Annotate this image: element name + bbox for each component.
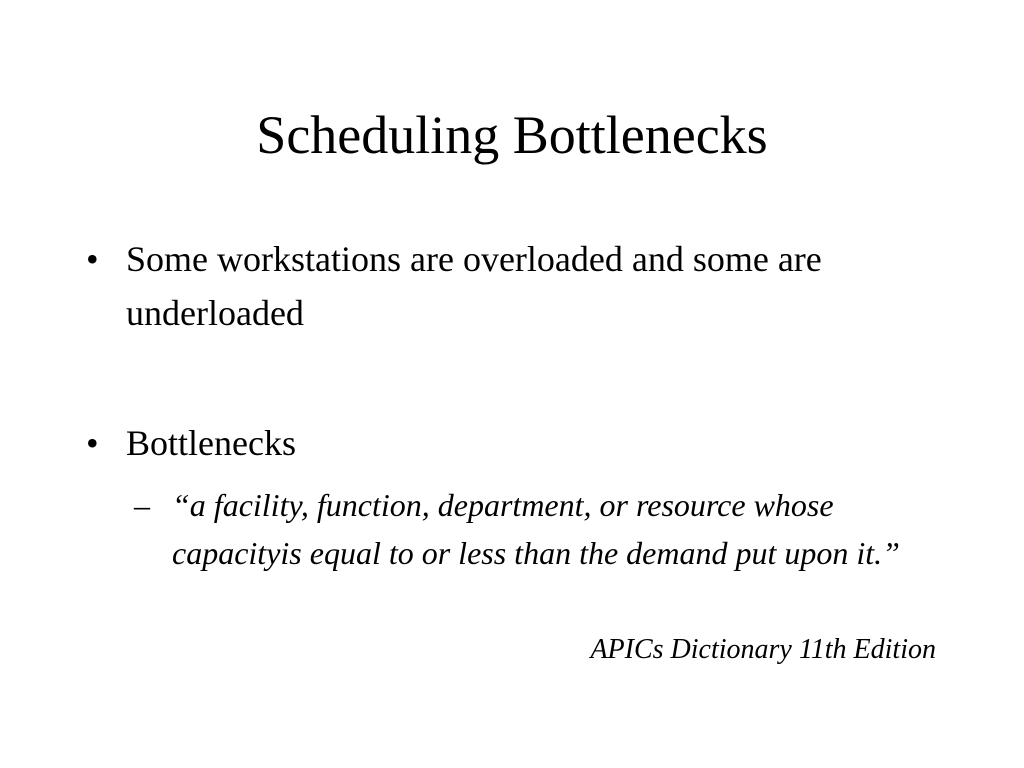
sub-bullet-definition — [134, 481, 934, 577]
bullet-marker: • — [86, 423, 99, 463]
bullet-text: Bottlenecks — [126, 423, 296, 463]
bullet-item-workstations — [86, 232, 876, 340]
sub-bullet-text: “a facility, function, department, or resource whose capacityis equal to or less than the demand put upon it.” — [172, 487, 900, 571]
sub-bullet-marker: – — [134, 487, 150, 523]
bullet-item-bottlenecks — [86, 416, 876, 470]
slide-title: Scheduling Bottlenecks — [256, 105, 768, 165]
bullet-marker: • — [86, 239, 99, 279]
citation: APICs Dictionary 11th Edition — [590, 634, 936, 665]
bullet-text: Some workstations are overloaded and some are underloaded — [126, 239, 822, 333]
